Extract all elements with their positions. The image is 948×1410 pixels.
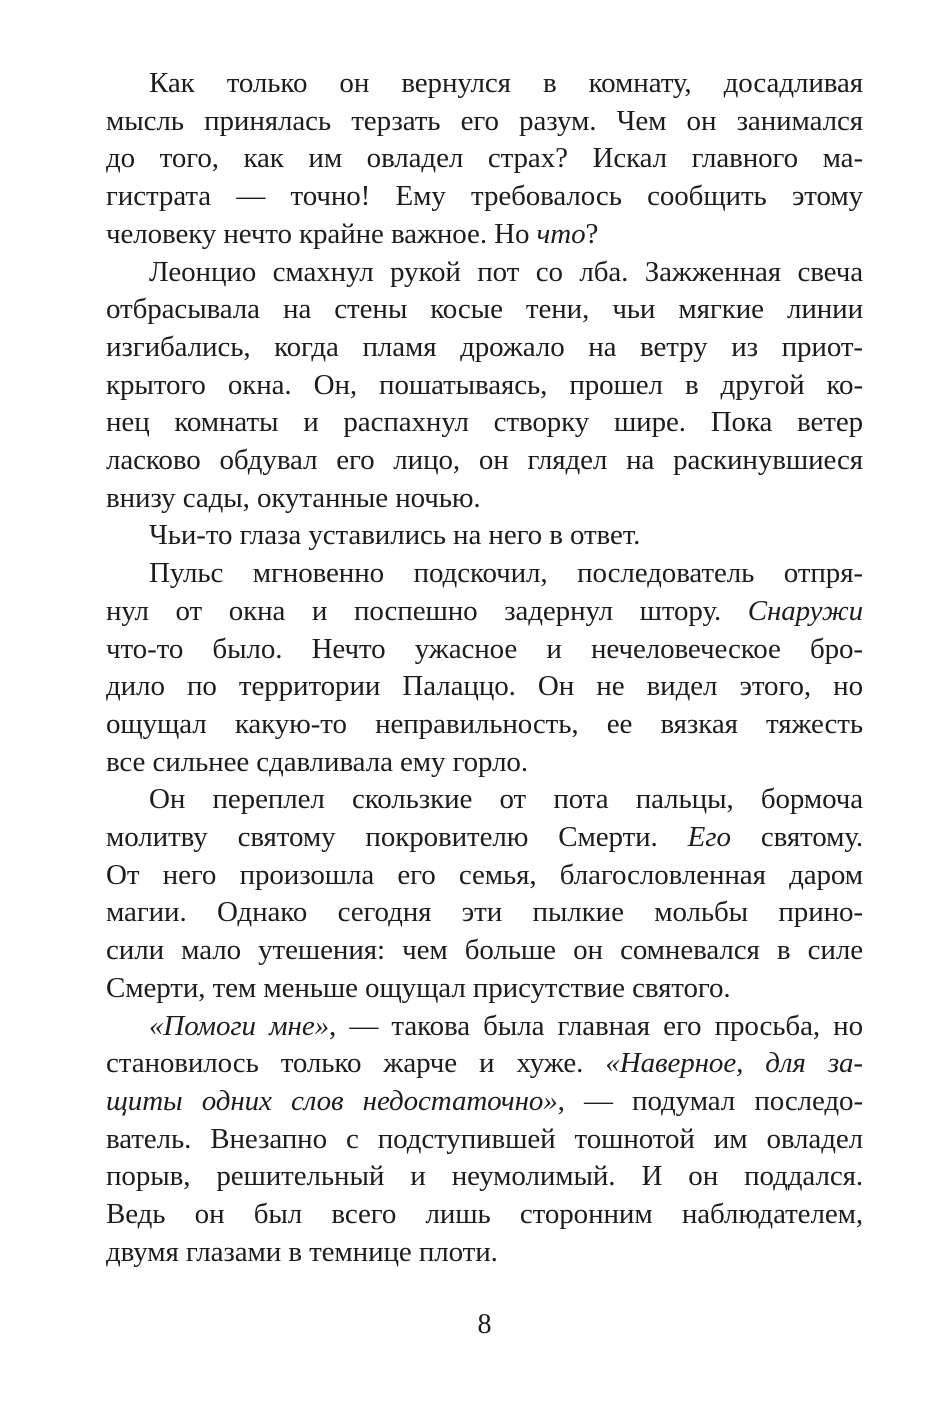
- text-segment: порыв, решительный и неумолимый. И он поддался.: [106, 1160, 863, 1193]
- text-line: [106, 781, 863, 819]
- italic-text: «Помоги мне»: [149, 1009, 329, 1042]
- text-line: [106, 932, 863, 970]
- text-segment: Ведь он был всего лишь сторонним наблюдателем,: [106, 1198, 863, 1231]
- text-line: [106, 631, 863, 669]
- text-line: [106, 555, 863, 593]
- text-segment: святому.: [730, 821, 863, 854]
- paragraph: [106, 65, 863, 254]
- text-segment: отбрасывала на стены косые тени, чьи мягкие линии: [106, 293, 863, 326]
- text-line: [106, 103, 863, 141]
- text-line: [106, 329, 863, 367]
- page-number: 8: [477, 1309, 492, 1340]
- text-line: [106, 706, 863, 744]
- text-segment: Смерти, тем меньше ощущал присутствие святого.: [106, 971, 731, 1004]
- text-line: [106, 140, 863, 178]
- text-segment: Чьи-то глаза уставились на него в ответ.: [149, 519, 641, 552]
- text-segment: что-то было. Нечто ужасное и нечеловеческое бро-: [106, 632, 863, 665]
- text-segment: крытого окна. Он, пошатываясь, прошел в другой ко-: [106, 368, 863, 401]
- text-line: [106, 1196, 863, 1234]
- italic-text: «Наверное, для за-: [605, 1047, 863, 1080]
- text-line: [106, 178, 863, 216]
- text-line: [106, 517, 863, 555]
- paragraph: [106, 555, 863, 781]
- text-line: [106, 442, 863, 480]
- text-segment: до того, как им овладел страх? Искал главного ма-: [106, 142, 863, 175]
- body-text: [106, 65, 863, 1272]
- text-line: [106, 254, 863, 292]
- text-line: [106, 668, 863, 706]
- text-line: [106, 291, 863, 329]
- paragraph: [106, 781, 863, 1007]
- text-line: [106, 1234, 863, 1272]
- text-segment: внизу сады, окутанные ночью.: [106, 481, 481, 514]
- text-segment: Как только он вернулся в комнату, досадливая: [149, 67, 863, 99]
- text-segment: человеку нечто крайне важное. Но: [106, 217, 537, 250]
- text-line: [106, 744, 863, 782]
- italic-text: Его: [687, 821, 731, 854]
- text-line: [106, 1121, 863, 1159]
- text-segment: Он переплел скользкие от пота пальцы, бормоча: [149, 783, 863, 816]
- text-line: [106, 1158, 863, 1196]
- text-segment: изгибались, когда пламя дрожало на ветру из приот-: [106, 330, 863, 363]
- text-segment: От него произошла его семья, благословленная даром: [106, 858, 863, 891]
- text-line: [106, 593, 863, 631]
- italic-text: щиты одних слов недостаточно»: [106, 1084, 558, 1117]
- text-segment: мысль принялась терзать его разум. Чем он занимался: [106, 104, 863, 137]
- text-segment: ласково обдувал его лицо, он глядел на раскинувшиеся: [106, 444, 863, 477]
- text-segment: дило по территории Палаццо. Он не видел этого, но: [106, 670, 863, 703]
- text-line: [106, 480, 863, 518]
- italic-text: Снаружи: [747, 594, 863, 627]
- text-segment: Леонцио смахнул рукой пот со лба. Зажженная свеча: [149, 255, 863, 288]
- paragraph: [106, 1008, 863, 1272]
- text-line: [106, 970, 863, 1008]
- text-line: [106, 367, 863, 405]
- text-segment: двумя глазами в темнице плоти.: [106, 1235, 498, 1268]
- text-segment: все сильнее сдавливала ему горло.: [106, 745, 528, 778]
- text-segment: Пульс мгновенно подскочил, последователь отпря-: [149, 557, 863, 590]
- italic-text: что: [536, 217, 586, 250]
- text-segment: нул от окна и поспешно задернул штору.: [106, 594, 748, 627]
- text-segment: , — подумал последо-: [557, 1084, 864, 1117]
- text-segment: гистрата — точно! Ему требовалось сообщить этому: [106, 180, 863, 213]
- text-line: [106, 65, 863, 103]
- text-line: [106, 404, 863, 442]
- text-line: [106, 1045, 863, 1083]
- text-segment: ватель. Внезапно с подступившей тошнотой им овладел: [106, 1122, 863, 1155]
- text-segment: магии. Однако сегодня эти пылкие мольбы прино-: [106, 896, 863, 929]
- text-line: [106, 216, 863, 254]
- text-line: [106, 819, 863, 857]
- paragraph: [106, 254, 863, 518]
- text-line: [106, 894, 863, 932]
- text-line: [106, 1008, 863, 1046]
- text-segment: ?: [585, 217, 599, 250]
- text-segment: нец комнаты и распахнул створку шире. Пока ветер: [106, 406, 863, 439]
- paragraph: [106, 517, 863, 555]
- text-segment: становилось только жарче и хуже.: [106, 1047, 606, 1080]
- text-segment: молитву святому покровителю Смерти.: [106, 821, 688, 854]
- text-segment: , — такова была главная его просьба, но: [329, 1009, 863, 1042]
- text-segment: сили мало утешения: чем больше он сомневался в силе: [106, 934, 863, 967]
- text-line: [106, 1083, 863, 1121]
- text-segment: ощущал какую-то неправильность, ее вязкая тяжесть: [106, 707, 863, 740]
- text-line: [106, 857, 863, 895]
